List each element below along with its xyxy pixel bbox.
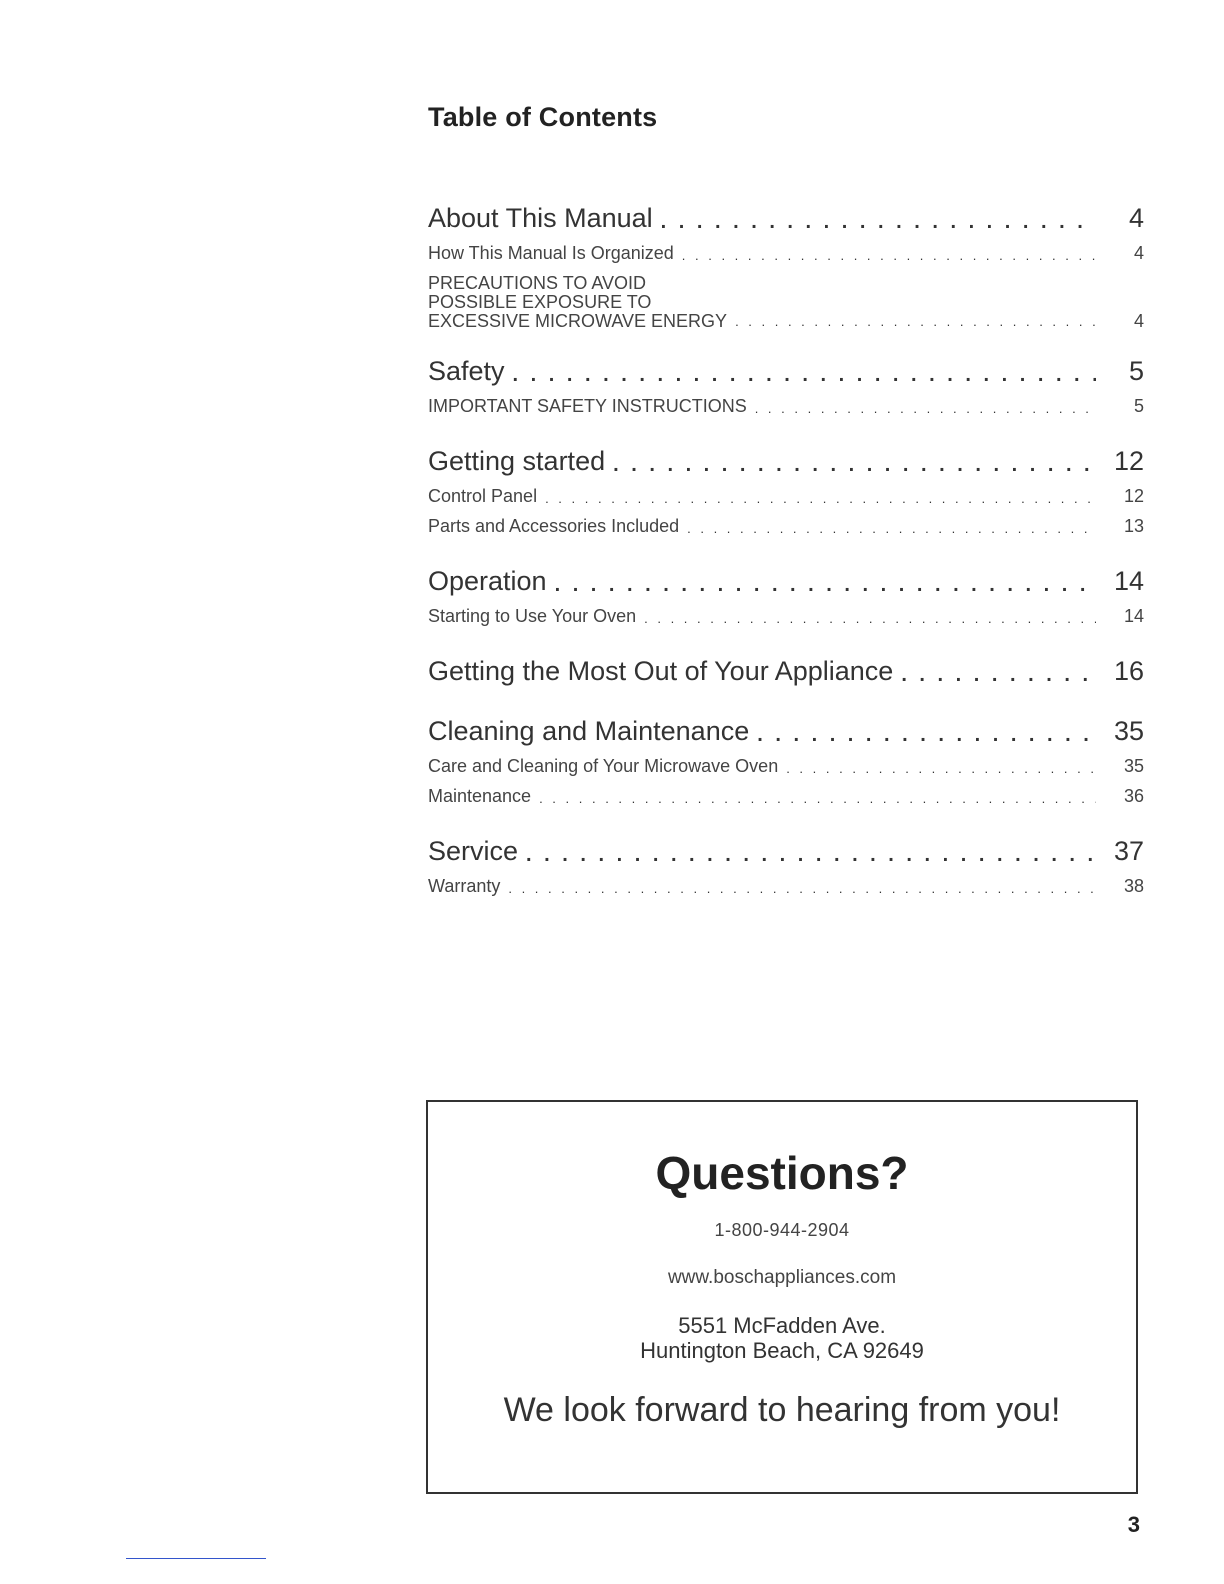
- toc-subentry-label: Starting to Use Your Oven: [428, 606, 637, 626]
- toc-entry[interactable]: [428, 651, 1144, 691]
- leader-dots: [539, 787, 1096, 811]
- toc-subentry[interactable]: [428, 481, 1144, 511]
- toc-entry[interactable]: [428, 711, 1144, 751]
- toc-section-about: [428, 198, 1144, 331]
- toc-subentry[interactable]: [428, 511, 1144, 541]
- toc-subentry[interactable]: [428, 274, 1144, 331]
- toc-subentry-page: 36: [1123, 786, 1144, 806]
- toc-subentry-label: Care and Cleaning of Your Microwave Oven: [428, 756, 779, 776]
- label-line: POSSIBLE EXPOSURE TO: [428, 292, 652, 312]
- toc-entry-page: 14: [1113, 566, 1144, 596]
- toc-title: Table of Contents: [428, 102, 658, 132]
- toc-entry[interactable]: [428, 198, 1144, 238]
- footer-rule: [126, 1558, 266, 1559]
- leader-dots: [757, 719, 1096, 751]
- label-line: EXCESSIVE MICROWAVE ENERGY: [428, 311, 728, 331]
- toc-subentry[interactable]: [428, 871, 1144, 901]
- leader-dots: [901, 659, 1096, 691]
- toc-subentry-page: 35: [1123, 756, 1144, 776]
- toc-entry[interactable]: [428, 561, 1144, 601]
- toc-subentry-page: 12: [1123, 486, 1144, 506]
- toc-section-getting-most: [428, 651, 1144, 691]
- toc-subentry-page: 4: [1133, 311, 1144, 331]
- toc-subentry[interactable]: [428, 781, 1144, 811]
- toc-entry-label: Safety: [428, 356, 505, 386]
- page-number: 3: [1127, 1512, 1140, 1537]
- toc-entry-page: 16: [1113, 656, 1144, 686]
- toc-entry[interactable]: [428, 351, 1144, 391]
- toc-entry[interactable]: [428, 831, 1144, 871]
- toc-subentry-label: Parts and Accessories Included: [428, 516, 680, 536]
- toc-section-safety: [428, 351, 1144, 421]
- leader-dots: [508, 877, 1096, 901]
- toc-subentry-page: 14: [1123, 606, 1144, 626]
- toc-subentry-page: 4: [1133, 243, 1144, 263]
- leader-dots: [644, 607, 1096, 631]
- address-line: 5551 McFadden Ave.: [678, 1313, 886, 1338]
- questions-box: [426, 1100, 1138, 1494]
- toc-entry-label: About This Manual: [428, 203, 653, 233]
- toc-subentry-label: How This Manual Is Organized: [428, 243, 674, 263]
- leader-dots: [613, 449, 1096, 481]
- toc-entry-label: Operation: [428, 566, 547, 596]
- toc-subentry-label: Maintenance: [428, 786, 532, 806]
- toc-subentry-label: Warranty: [428, 876, 501, 896]
- toc-entry[interactable]: [428, 441, 1144, 481]
- leader-dots: [513, 359, 1096, 391]
- leader-dots: [526, 839, 1096, 871]
- toc-entry-page: 4: [1128, 203, 1144, 233]
- toc-subentry[interactable]: [428, 601, 1144, 631]
- toc-entry-label: Getting the Most Out of Your Appliance: [428, 656, 894, 686]
- address-line: Huntington Beach, CA 92649: [640, 1338, 924, 1363]
- toc-section-operation: [428, 561, 1144, 631]
- leader-dots: [682, 244, 1096, 268]
- leader-dots: [687, 517, 1096, 541]
- toc-entry-page: 35: [1113, 716, 1144, 746]
- leader-dots: [661, 206, 1096, 238]
- questions-title: Questions?: [655, 1147, 909, 1199]
- toc-subentry-label: [428, 274, 727, 331]
- label-line: PRECAUTIONS TO AVOID: [428, 273, 647, 293]
- toc-entry-page: 37: [1113, 836, 1144, 866]
- toc-entry-page: 12: [1113, 446, 1144, 476]
- leader-dots: [545, 487, 1096, 511]
- toc-entry-label: Service: [428, 836, 519, 866]
- leader-dots: [786, 757, 1096, 781]
- leader-dots: [555, 569, 1096, 601]
- website-link[interactable]: www.boschappliances.com: [667, 1267, 897, 1288]
- table-of-contents: [428, 198, 1144, 921]
- toc-subentry-page: 38: [1123, 876, 1144, 896]
- toc-section-cleaning: [428, 711, 1144, 811]
- leader-dots: [735, 313, 1096, 331]
- leader-dots: [755, 397, 1096, 421]
- toc-entry-label: Cleaning and Maintenance: [428, 716, 750, 746]
- toc-subentry-page: 5: [1133, 396, 1144, 416]
- toc-section-service: [428, 831, 1144, 901]
- toc-entry-label: Getting started: [428, 446, 606, 476]
- toc-section-getting-started: [428, 441, 1144, 541]
- toc-subentry[interactable]: [428, 238, 1144, 268]
- toc-subentry-page: 13: [1123, 516, 1144, 536]
- toc-subentry-label: IMPORTANT SAFETY INSTRUCTIONS: [428, 396, 747, 416]
- closing-message: We look forward to hearing from you!: [503, 1391, 1061, 1429]
- phone-number[interactable]: 1-800-944-2904: [714, 1220, 850, 1240]
- toc-subentry[interactable]: [428, 751, 1144, 781]
- toc-subentry[interactable]: [428, 391, 1144, 421]
- address: [428, 1313, 1136, 1363]
- toc-entry-page: 5: [1128, 356, 1144, 386]
- toc-subentry-label: Control Panel: [428, 486, 538, 506]
